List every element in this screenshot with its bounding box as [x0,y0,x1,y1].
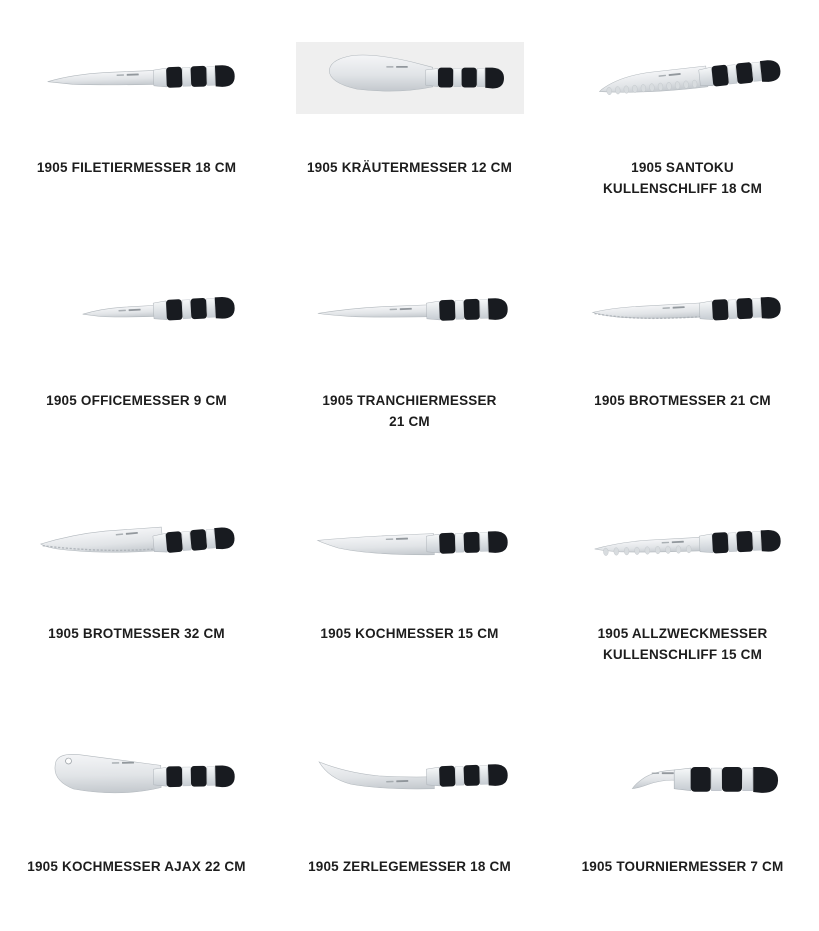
product-image-filetiermesser-18cm[interactable] [23,30,251,126]
product-card[interactable] [0,466,273,699]
product-title[interactable]: 1905 BROTMESSER 21 CM [594,393,771,408]
product-title[interactable]: 1905 KOCHMESSER AJAX 22 CM [27,859,246,874]
product-image-kochmesser-15cm[interactable] [296,496,524,592]
product-card[interactable] [0,233,273,466]
product-image-brotmesser-32cm[interactable] [23,496,251,592]
product-card[interactable] [0,0,273,233]
product-card[interactable] [546,233,819,466]
product-title[interactable]: 1905 SANTOKU KULLENSCHLIFF 18 CM [602,160,763,197]
product-card[interactable] [273,699,546,931]
product-image-allzweckmesser-kullenschliff-15cm[interactable] [569,496,797,592]
product-title[interactable]: 1905 FILETIERMESSER 18 CM [36,160,237,175]
product-image-kochmesser-ajax-22cm[interactable] [23,729,251,825]
product-image-tourniermesser-7cm[interactable] [569,729,797,825]
product-image-brotmesser-21cm[interactable] [569,263,797,359]
product-card[interactable] [273,0,546,233]
product-card[interactable] [273,466,546,699]
product-image-kraeutermesser-12cm[interactable] [296,42,524,114]
product-title[interactable]: 1905 TOURNIERMESSER 7 CM [581,859,784,874]
product-card[interactable] [546,0,819,233]
product-image-tranchiermesser-21cm[interactable] [296,263,524,359]
product-title[interactable]: 1905 OFFICEMESSER 9 CM [46,393,227,408]
product-image-zerlegemesser-18cm[interactable] [296,729,524,825]
product-image-officemesser-9cm[interactable] [23,263,251,359]
product-title[interactable]: 1905 BROTMESSER 32 CM [48,626,225,641]
product-card[interactable] [0,699,273,931]
product-title[interactable]: 1905 KRÄUTERMESSER 12 CM [306,160,513,175]
product-card[interactable] [546,466,819,699]
product-card[interactable] [273,233,546,466]
product-title[interactable]: 1905 KOCHMESSER 15 CM [320,626,499,641]
product-title[interactable]: 1905 ZERLEGEMESSER 18 CM [308,859,511,874]
product-title[interactable]: 1905 TRANCHIERMESSER 21 CM [322,393,497,430]
product-image-santoku-kullenschliff-18cm[interactable] [569,30,797,126]
product-card[interactable] [546,699,819,931]
product-title[interactable]: 1905 ALLZWECKMESSER KULLENSCHLIFF 15 CM [597,626,768,663]
